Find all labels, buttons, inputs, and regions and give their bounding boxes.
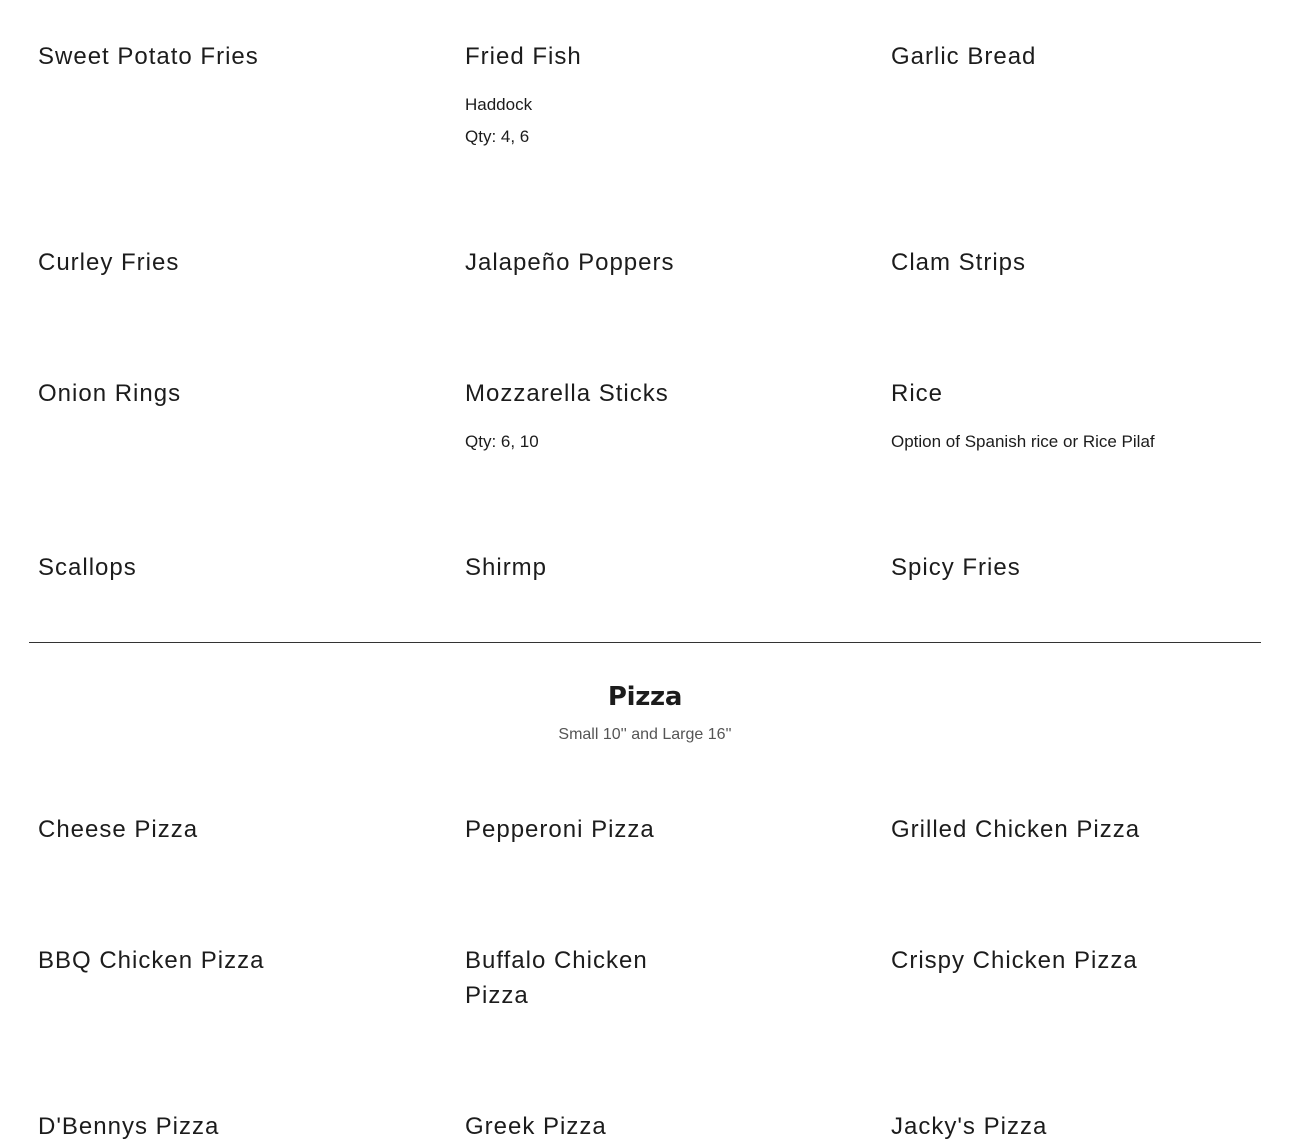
menu-item	[38, 376, 438, 411]
menu-item	[38, 550, 438, 585]
menu-item-name: Buffalo Chicken Pizza	[465, 947, 648, 1009]
menu-item-name: Garlic Bread	[891, 43, 1037, 70]
menu-item-name: Cheese Pizza	[38, 816, 199, 843]
menu-item	[891, 245, 1290, 280]
menu-item-name: BBQ Chicken Pizza	[38, 947, 265, 974]
menu-item	[465, 1109, 865, 1144]
menu-item-name: Onion Rings	[38, 380, 182, 407]
menu-item-name: Spicy Fries	[891, 554, 1021, 581]
menu-item	[465, 550, 865, 585]
menu-item	[38, 39, 438, 74]
menu-item-name: Scallops	[38, 554, 137, 581]
menu-item-name: Clam Strips	[891, 249, 1027, 276]
menu-item-name: Pepperoni Pizza	[465, 816, 655, 843]
menu-item-name: Crispy Chicken Pizza	[891, 947, 1138, 974]
menu-item-description: Haddock	[465, 95, 533, 114]
section-subtitle: Small 10'' and Large 16''	[558, 726, 732, 743]
menu-item-name: Jacky's Pizza	[891, 1113, 1048, 1140]
section-divider	[29, 642, 1261, 643]
menu-item	[891, 943, 1290, 978]
menu-item-name: Greek Pizza	[465, 1113, 607, 1140]
menu-item	[465, 376, 865, 458]
menu-item-name: Fried Fish	[465, 43, 582, 70]
menu-item	[891, 39, 1290, 74]
menu-item-name: Grilled Chicken Pizza	[891, 816, 1141, 843]
menu-item-quantity: Qty: 4, 6	[465, 127, 530, 146]
menu-item	[38, 812, 438, 847]
menu-item-name: D'Bennys Pizza	[38, 1113, 220, 1140]
menu-item	[891, 1109, 1290, 1144]
menu-item	[465, 245, 865, 280]
menu-item-name: Mozzarella Sticks	[465, 380, 669, 407]
menu-item	[465, 943, 695, 1013]
menu-item	[891, 812, 1290, 847]
menu-item-description: Option of Spanish rice or Rice Pilaf	[891, 432, 1155, 451]
menu-item-name: Sweet Potato Fries	[38, 43, 259, 70]
section-title: Pizza	[607, 682, 683, 712]
menu-item	[38, 245, 438, 280]
menu-item-quantity: Qty: 6, 10	[465, 432, 539, 451]
menu-item	[38, 1109, 438, 1144]
menu-item-name: Curley Fries	[38, 249, 180, 276]
menu-item	[891, 376, 1290, 458]
menu-item-name: Rice	[891, 380, 944, 407]
menu-item	[38, 943, 438, 978]
menu-item	[465, 812, 865, 847]
menu-item	[465, 39, 865, 153]
menu-item	[891, 550, 1290, 585]
menu-item-name: Jalapeño Poppers	[465, 249, 675, 276]
menu-item-name: Shirmp	[465, 554, 548, 581]
